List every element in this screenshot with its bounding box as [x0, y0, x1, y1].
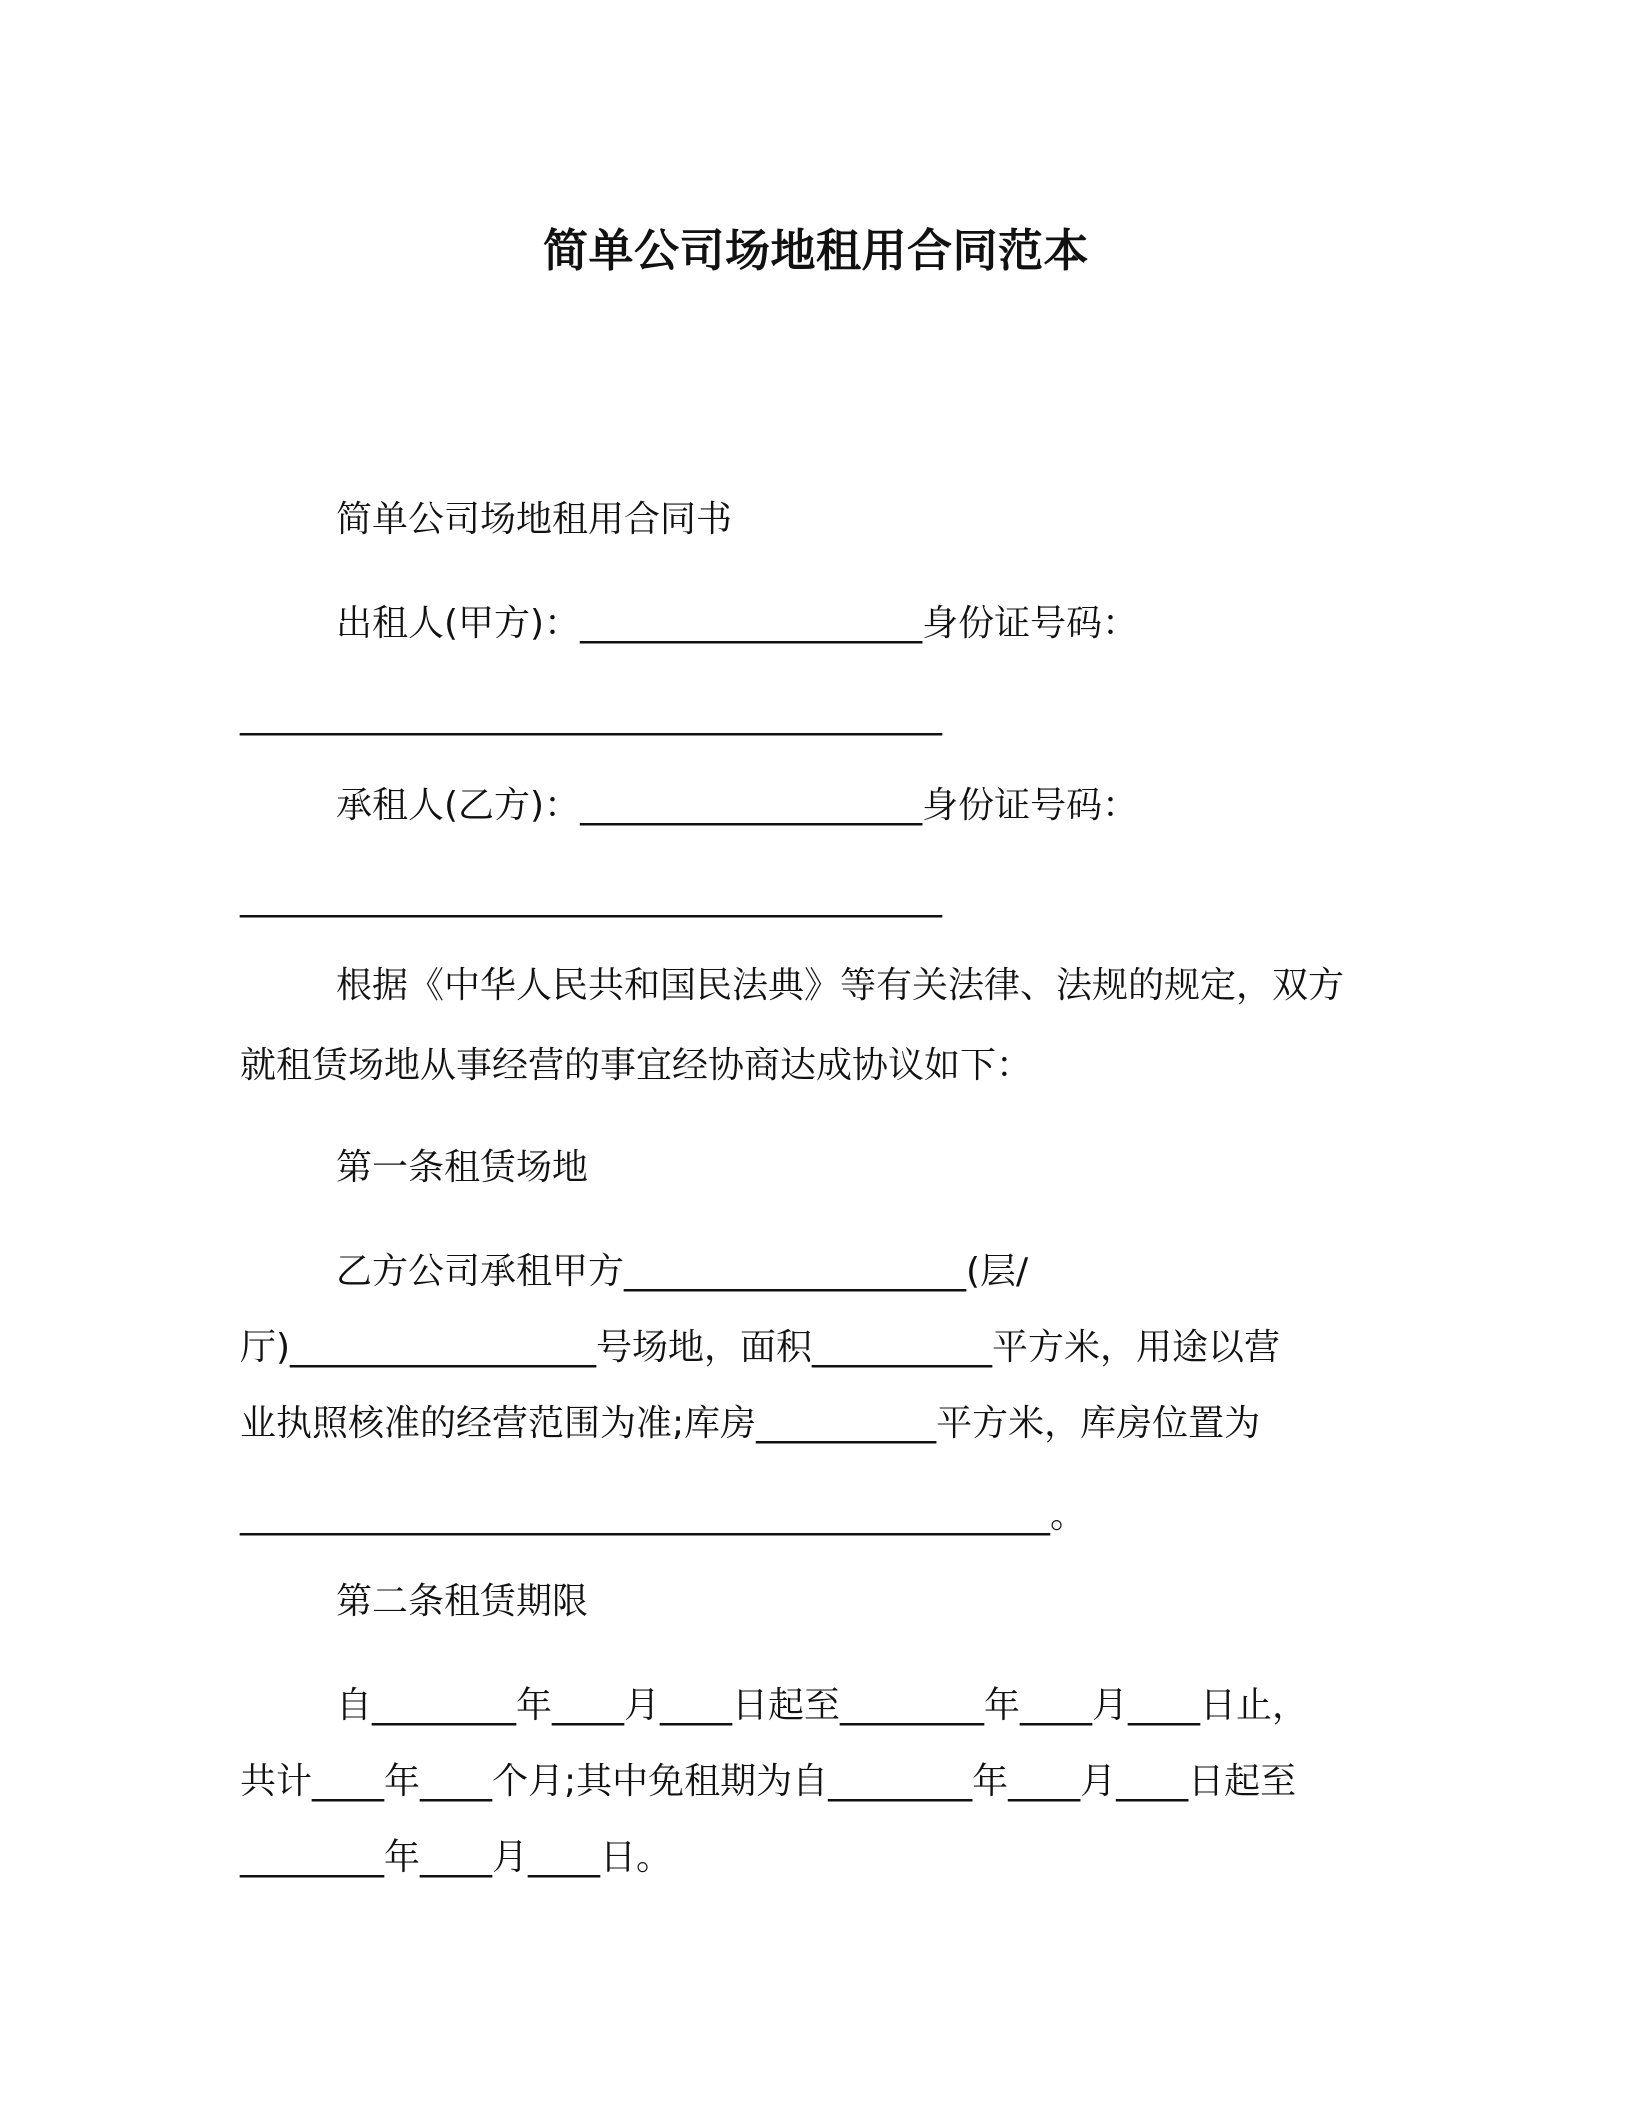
article-2-line-3: ________年____月____日。: [240, 1837, 673, 1878]
lessor-id-blank: _______________________________________: [240, 695, 942, 736]
lessee-id-blank: _______________________________________: [240, 877, 942, 918]
article-1-line-2: 厅)_________________号场地，面积__________平方米，用途以营: [240, 1327, 1281, 1368]
article-2-line-1: 自________年____月____日起至________年____月____日止，: [336, 1685, 1309, 1726]
preamble-line-2: 就租赁场地从事经营的事宜经协商达成协议如下：: [240, 1045, 1033, 1086]
article-1-line-4: _____________________________________________。: [240, 1495, 1086, 1536]
article-2-line-2: 共计____年____个月;其中免租期为自________年____月____日起至: [240, 1761, 1297, 1802]
article-1-line-1: 乙方公司承租甲方___________________(层/: [336, 1251, 1029, 1292]
lessor-line: 出租人(甲方)：___________________身份证号码：: [336, 603, 1139, 644]
lessee-line: 承租人(乙方)：___________________身份证号码：: [336, 785, 1139, 826]
contract-subtitle: 简单公司场地租用合同书: [336, 499, 733, 540]
article-2-heading: 第二条租赁期限: [336, 1581, 589, 1622]
document-title: 简单公司场地租用合同范本: [542, 224, 1089, 277]
preamble-line-1: 根据《中华人民共和国民法典》等有关法律、法规的规定，双方: [336, 965, 1345, 1006]
article-1-line-3: 业执照核准的经营范围为准;库房__________平方米，库房位置为: [240, 1403, 1261, 1444]
article-1-heading: 第一条租赁场地: [336, 1147, 589, 1188]
